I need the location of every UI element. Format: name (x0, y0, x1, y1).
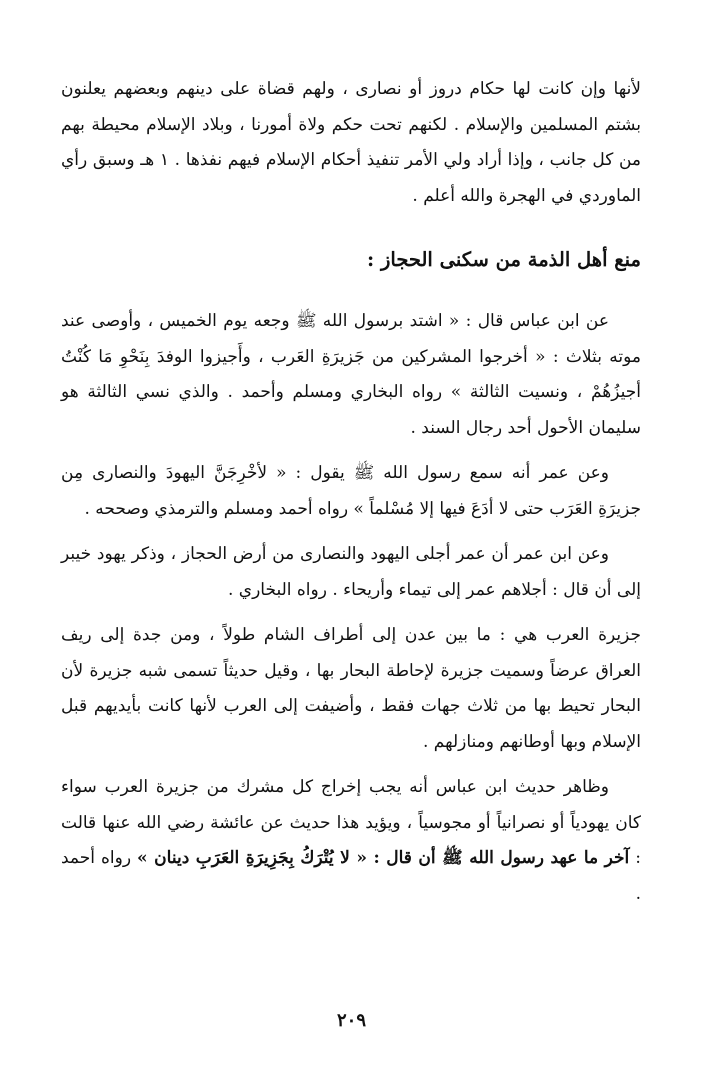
aisha-hadith-quote: آخر ما عهد رسول الله ﷺ أن قال : « لا يُتْرَكُ بِجَزِيرَةِ العَرَبِ دينان » (137, 848, 630, 868)
section-heading: منع أهل الذمة من سكنى الحجاز : (366, 248, 641, 271)
page-content (61, 72, 641, 922)
aisha-hadith-intro: وظاهر حديث ابن عباس أنه يجب إخراج كل مشرك من جزيرة العرب سواء كان يهودياً أو نصرانياً أو مجوسياً ، ويؤيد هذا حديث عن عائشة رضي الله عنها قالت : (61, 777, 642, 868)
paragraph-aisha-hadith (61, 770, 641, 912)
paragraph-arabian-peninsula-definition: جزيرة العرب هي : ما بين عدن إلى أطراف الشام طولاً ، ومن جدة إلى ريف العراق عرضاً وسميت جزيرة لإحاطة البحار بها ، وقيل حديثاً تسمى شبه جزيرة لأن البحار تحيط بها من ثلاث جهات فقط ، وأضيفت إلى العرب لأنها كانت بأيديهم قبل الإسلام وبها أوطانهم ومنازلهم . (61, 625, 641, 752)
paragraph-dhimmi-rule: لأنها وإن كانت لها حكام دروز أو نصارى ، ولهم قضاة على دينهم وبعضهم يعلنون بشتم المسلمين والإسلام . لكنهم تحت حكم ولاة أمورنا ، وبلاد الإسلام محيطة بهم من كل جانب ، وإذا أراد ولي الأمر تنفيذ أحكام الإسلام فيهم نفذها . ١ هـ وسبق رأي الماوردي في الهجرة والله أعلم . (61, 79, 641, 206)
paragraph-ibn-umar-report: وعن ابن عمر أن عمر أجلى اليهود والنصارى من أرض الحجاز ، وذكر يهود خيبر إلى أن قال : أجلاهم عمر إلى تيماء وأريحاء . رواه البخاري . (61, 544, 641, 600)
paragraph-ibn-abbas-hadith: عن ابن عباس قال : « اشتد برسول الله ﷺ وجعه يوم الخميس ، وأوصى عند موته بثلاث : « أخرجوا المشركين من جَزيرَةِ العَرب ، وأَجيزوا الوفدَ بِنَحْوِ مَا كُنْتُ أجيزُهُمْ ، ونسيت الثالثة » رواه البخاري ومسلم وأحمد . والذي نسي الثالثة هو سليمان الأحول أحد رجال السند . (61, 311, 641, 438)
paragraph-umar-hadith: وعن عمر أنه سمع رسول الله ﷺ يقول : « لأخْرِجَنَّ اليهودَ والنصارى مِن جزيرَةِ العَرَب حتى لا أدَعَ فيها إلا مُسْلماً » رواه أحمد ومسلم والترمذي وصححه . (61, 463, 641, 519)
page-number: ٢٠٩ (336, 1010, 366, 1031)
aisha-hadith-source: رواه أحمد . (61, 848, 641, 904)
